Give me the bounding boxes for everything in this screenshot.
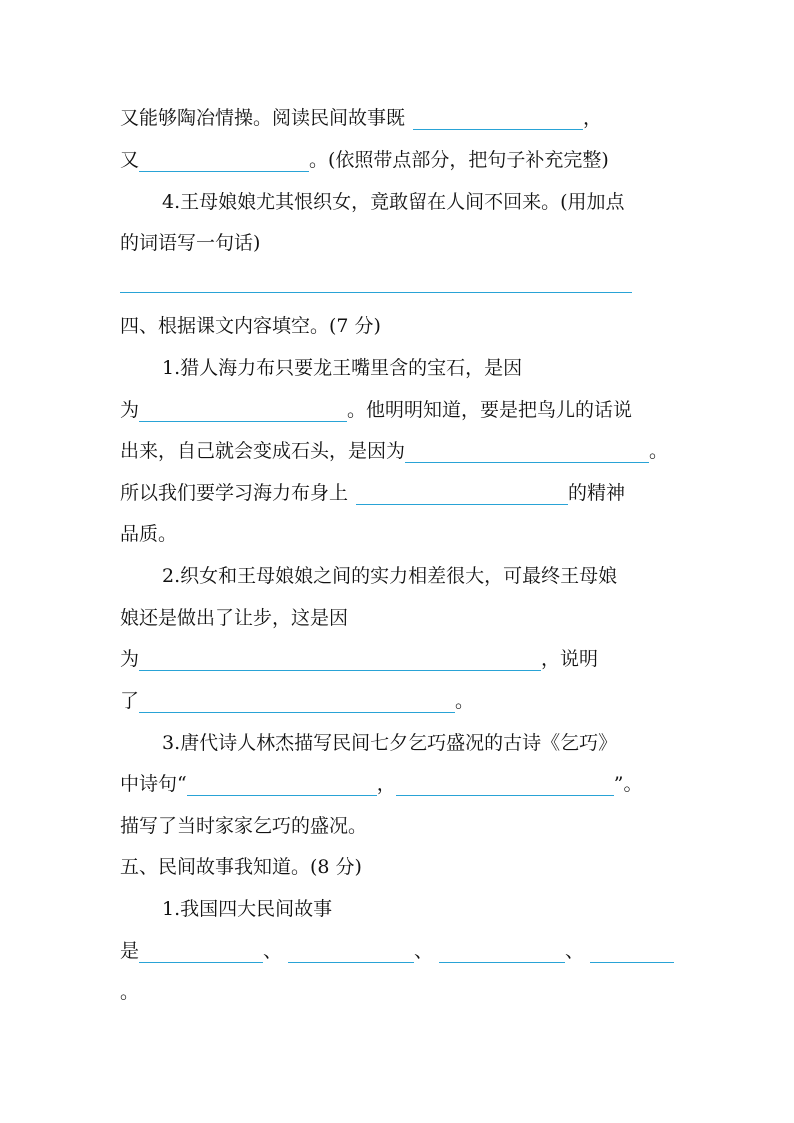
s5q1-line2-head: 是 xyxy=(120,940,140,962)
s4q3-line2-head: 中诗句“ xyxy=(120,773,187,795)
s4q3-line3: 描写了当时家家乞巧的盛况。 xyxy=(120,815,368,837)
s5q1-line1: 1.我国四大民间故事 xyxy=(162,898,333,920)
s3-line2-head: 又 xyxy=(120,149,140,171)
answer-blank-long[interactable] xyxy=(120,272,632,293)
s4q2-line3 xyxy=(120,645,598,673)
s4q1-line2-tail: 。他明明知道，要是把鸟儿的话说 xyxy=(347,399,633,421)
answer-blank[interactable] xyxy=(439,942,565,963)
s4q2-line3-head: 为 xyxy=(120,648,140,670)
separator: 、 xyxy=(263,940,283,962)
s4q2-line4-tail: 。 xyxy=(455,690,475,712)
answer-blank[interactable] xyxy=(413,109,583,130)
s4q1-line4-head: 所以我们要学习海力布身上 xyxy=(120,482,349,504)
s3-line1 xyxy=(120,104,602,132)
s4q1-line1: 1.猎人海力布只要龙王嘴里含的宝石，是因 xyxy=(162,357,523,379)
q4-line2: 的词语写一句话) xyxy=(120,232,261,254)
answer-blank[interactable] xyxy=(356,484,568,505)
answer-blank[interactable] xyxy=(590,942,674,963)
s4q1-line4 xyxy=(120,479,625,507)
answer-blank[interactable] xyxy=(139,692,455,713)
answer-blank[interactable] xyxy=(187,775,377,796)
s4q2-line3-tail: ，说明 xyxy=(541,648,599,670)
s3-line1-tail: ， xyxy=(583,107,603,129)
q4-line1: 4.王母娘娘尤其恨织女，竟敢留在人间不回来。(用加点 xyxy=(162,191,625,213)
section4-heading: 四、根据课文内容填空。(7 分) xyxy=(120,315,381,337)
answer-blank[interactable] xyxy=(139,151,309,172)
s4q2-line2: 娘还是做出了让步，这是因 xyxy=(120,607,349,629)
answer-blank[interactable] xyxy=(396,775,614,796)
s4q2-line1: 2.织女和王母娘娘之间的实力相差很大，可最终王母娘 xyxy=(162,565,618,587)
s4q1-line5: 品质。 xyxy=(120,523,178,545)
s4q3-line2 xyxy=(120,770,642,798)
separator: 、 xyxy=(414,940,434,962)
s4q3-line2-mid: ， xyxy=(376,773,396,795)
s5q1-line3: 。 xyxy=(120,981,140,1003)
s4q2-line4 xyxy=(120,687,474,715)
answer-blank[interactable] xyxy=(288,942,414,963)
s4q3-line2-tail: ”。 xyxy=(613,773,643,795)
s3-line2 xyxy=(120,146,609,174)
s4q1-line2-head: 为 xyxy=(120,399,140,421)
s4q1-line3-tail: 。 xyxy=(649,440,669,462)
separator: 、 xyxy=(565,940,585,962)
answer-blank[interactable] xyxy=(139,942,263,963)
section5-heading: 五、民间故事我知道。(8 分) xyxy=(120,856,362,878)
s3-line1-text: 又能够陶冶情操。阅读民间故事既 xyxy=(120,107,406,129)
s4q1-line4-tail: 的精神 xyxy=(568,482,626,504)
s4q1-line3-head: 出来，自己就会变成石头，是因为 xyxy=(120,440,406,462)
s4q2-line4-head: 了 xyxy=(120,690,140,712)
answer-blank[interactable] xyxy=(139,650,541,671)
s5q1-line2 xyxy=(120,937,674,965)
s4q3-line1: 3.唐代诗人林杰描写民间七夕乞巧盛况的古诗《乞巧》 xyxy=(162,732,618,754)
s4q1-line3 xyxy=(120,437,668,465)
answer-blank[interactable] xyxy=(139,401,347,422)
s4q1-line2 xyxy=(120,396,632,424)
answer-blank[interactable] xyxy=(405,442,649,463)
s3-line2-tail: 。(依照带点部分，把句子补充完整) xyxy=(309,149,609,171)
